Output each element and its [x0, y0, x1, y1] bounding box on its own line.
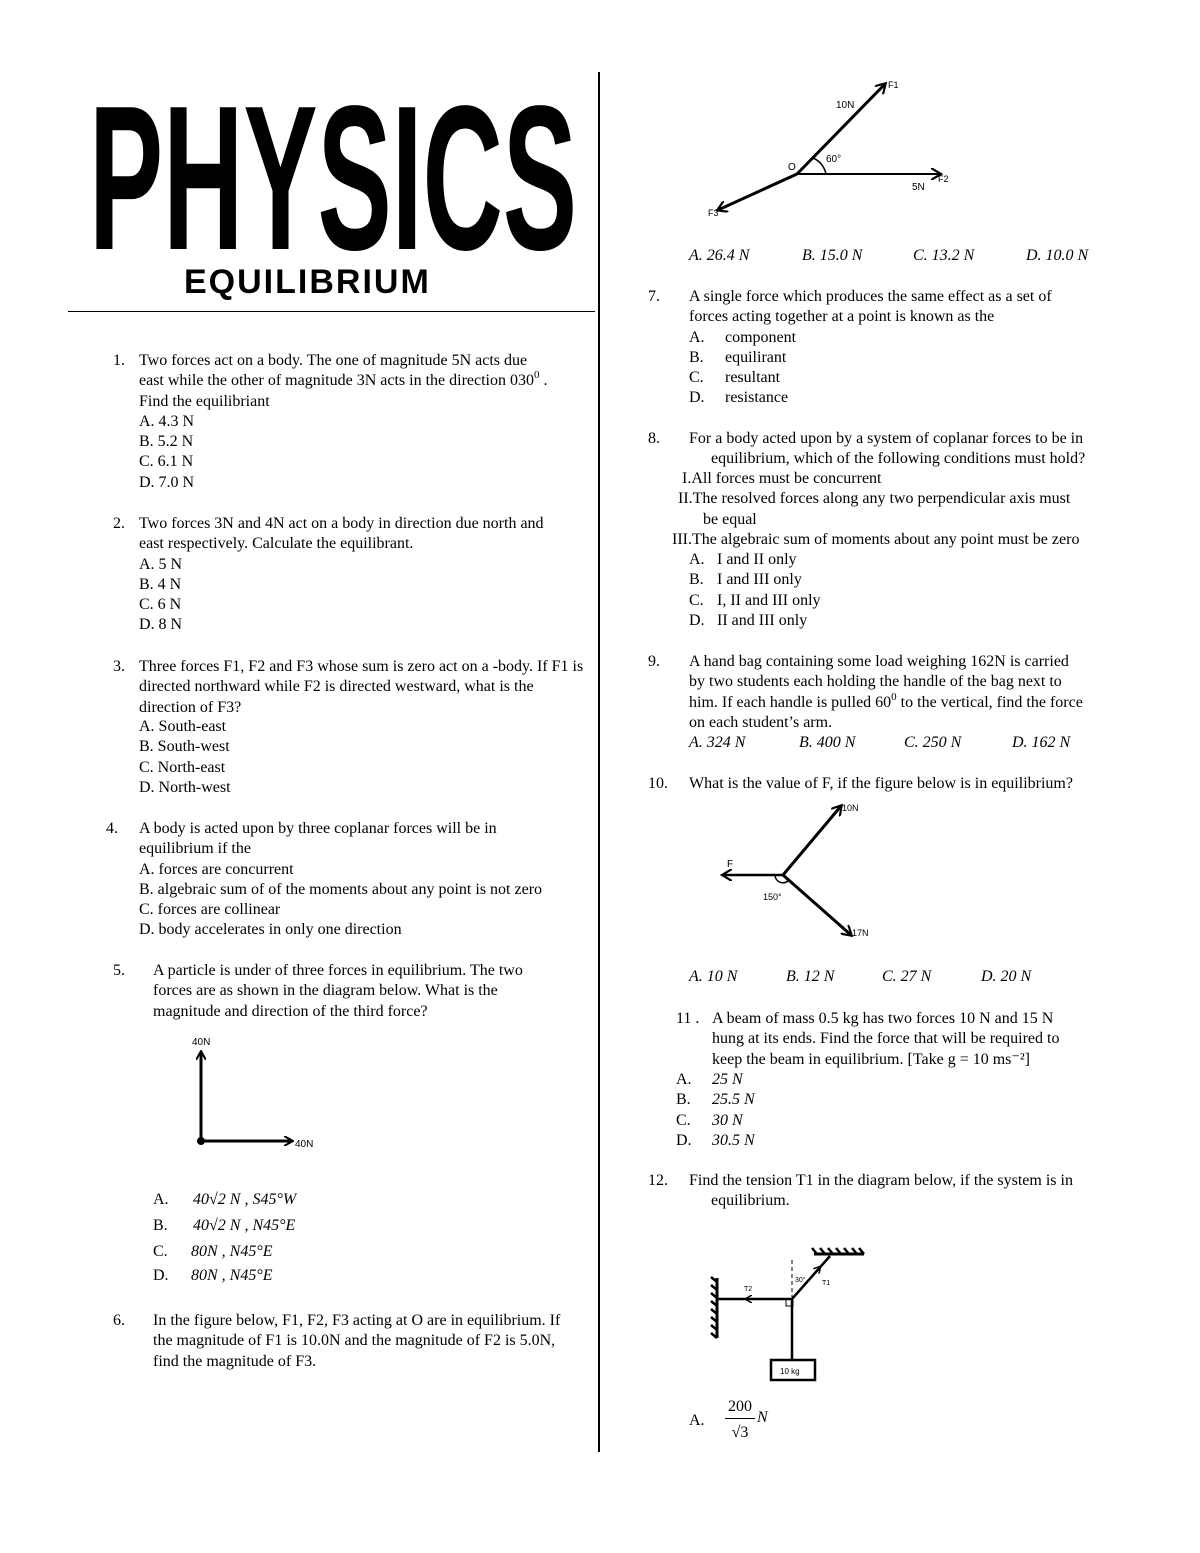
option-a[interactable]: A. I and II only	[689, 551, 797, 568]
option-d[interactable]: D. 20 N	[981, 968, 1032, 985]
q11-options	[676, 1070, 876, 1151]
question-text: A beam of mass 0.5 kg has two forces 10 N and 15 N	[712, 1010, 1054, 1027]
option-c[interactable]: C. 80N , N45°E	[153, 1242, 453, 1266]
question-number: 5.	[113, 962, 125, 979]
force-label: 40N	[192, 1037, 211, 1048]
question-text: Three forces F1, F2 and F3 whose sum is zero act on a -body. If F1 is directed northward while F2 is directed westward, what is the direction of F3?	[139, 658, 584, 716]
question-text: Find the equilibriant	[139, 392, 270, 410]
question-number: 8.	[648, 430, 660, 447]
angle-arc	[813, 158, 826, 174]
option-value: 80N , N45°E	[191, 1267, 273, 1284]
option-c[interactable]: C. 13.2 N	[913, 247, 975, 264]
question-text: forces acting together at a point is known as the	[689, 308, 995, 326]
question-text: A body is acted upon by three coplanar forces will be in	[139, 820, 497, 837]
origin-point	[197, 1137, 205, 1145]
option-b[interactable]: B. 12 N	[786, 968, 835, 985]
option-c[interactable]: C. 6.1 N	[139, 453, 194, 471]
column-divider	[598, 72, 600, 1452]
question-text: A particle is under of three forces in equilibrium. The two	[153, 962, 523, 979]
option-value: 80N , N45°E	[191, 1243, 273, 1260]
option-a[interactable]: A. forces are concurrent	[139, 860, 294, 878]
question-text: east while the other of magnitude 3N acts in the direction 030	[139, 372, 534, 390]
question-text: equilibrium.	[711, 1192, 790, 1210]
option-a[interactable]: A. 10 N	[689, 968, 738, 985]
option-c[interactable]: C. I, II and III only	[689, 591, 821, 609]
option-b[interactable]: B. 400 N	[799, 734, 856, 751]
question-number: 9.	[648, 653, 660, 670]
svg-text:PHYSICS: PHYSICS	[89, 92, 577, 252]
angle-label: 150°	[763, 892, 782, 902]
condition-2: II.The resolved forces along any two perpendicular axis must	[678, 490, 1071, 508]
option-b[interactable]: B. 4 N	[139, 575, 182, 593]
page-title	[88, 92, 578, 252]
question-number: 10.	[648, 775, 668, 792]
option-c[interactable]: C. North-east	[139, 758, 226, 776]
origin-label: O	[788, 162, 796, 173]
option-c[interactable]: C. 6 N	[139, 596, 182, 614]
condition-2-cont: be equal	[703, 510, 757, 528]
question-number: 7.	[648, 288, 660, 305]
tension-label: T2	[744, 1286, 753, 1293]
question-text: hung at its ends. Find the force that will be required to	[712, 1030, 1060, 1048]
option-c[interactable]: C. 27 N	[882, 968, 932, 985]
q5-force-diagram	[180, 1030, 330, 1155]
question-text: equilibrium if the	[139, 840, 251, 858]
question-text: A single force which produces the same effect as a set of	[689, 288, 1052, 305]
magnitude-label: 5N	[912, 182, 925, 193]
question-number: 2.	[113, 515, 125, 532]
angle-label: 30°	[795, 1277, 806, 1284]
force-label: F	[727, 859, 734, 870]
option-d[interactable]: D. 30.5 N	[676, 1131, 755, 1149]
force-arrow-17n	[783, 875, 851, 935]
option-b[interactable]: B. 5.2 N	[139, 433, 194, 451]
force-label: F1	[888, 80, 899, 90]
option-d[interactable]: D. 7.0 N	[139, 473, 195, 491]
question-number: 4.	[106, 820, 118, 837]
question-text: east respectively. Calculate the equilibrant.	[139, 535, 414, 553]
question-text: Two forces act on a body. The one of magnitude 5N acts due	[139, 352, 528, 369]
option-b[interactable]: B. equilirant	[689, 348, 787, 366]
question-text: Two forces 3N and 4N act on a body in direction due north and	[139, 515, 544, 532]
q6-force-diagram	[700, 76, 960, 226]
option-d[interactable]: D. 162 N	[1012, 734, 1071, 751]
option-c[interactable]: C. resultant	[689, 369, 781, 387]
question-text: A hand bag containing some load weighing 162N is carried	[689, 653, 1069, 670]
degree-mark: 0	[534, 369, 540, 382]
q10-force-diagram	[715, 795, 885, 945]
question-number: 6.	[113, 1312, 125, 1329]
question-text: magnitude and direction of the third force?	[153, 1002, 428, 1020]
option-d[interactable]: D. 10.0 N	[1026, 247, 1089, 264]
option-d[interactable]: D. II and III only	[689, 611, 808, 629]
question-text: by two students each holding the handle of the bag next to	[689, 673, 1062, 691]
option-c[interactable]: C. forces are collinear	[139, 901, 281, 919]
mass-label: 10 kg	[780, 1367, 800, 1376]
question-text: on each student’s arm.	[689, 713, 833, 731]
option-a[interactable]: A. South-east	[139, 718, 227, 735]
option-d[interactable]: D. North-west	[139, 778, 231, 796]
question-number: 1.	[113, 352, 125, 369]
option-b[interactable]: B. South-west	[139, 738, 230, 756]
option-a[interactable]: A. 25 N	[676, 1071, 743, 1088]
condition-3: III.The algebraic sum of moments about any point must be zero	[672, 530, 1080, 548]
option-a[interactable]: A. 4.3 N	[139, 412, 195, 430]
option-b[interactable]: B. 15.0 N	[802, 247, 863, 264]
question-text: keep the beam in equilibrium. [Take g = 10 ms⁻²]	[712, 1050, 1030, 1068]
option-d[interactable]: D. resistance	[689, 389, 789, 407]
option-a[interactable]: A. component	[689, 328, 797, 346]
question-text: In the figure below, F1, F2, F3 acting at O are in equilibrium. If the magnitude of F1 is 10.0N and the magnitude of F2 is 5.0N, find the magnitude of F3.	[153, 1312, 561, 1370]
question-text: him. If each handle is pulled 60	[689, 693, 892, 711]
fraction-denominator: √3	[731, 1424, 749, 1441]
option-a[interactable]: A. 26.4 N	[689, 247, 750, 264]
q5-options	[153, 1190, 453, 1290]
option-value: 40√2 N , S45°W	[193, 1191, 297, 1208]
option-a[interactable]: A. 324 N	[689, 734, 746, 751]
option-b[interactable]: B. I and III only	[689, 571, 802, 589]
option-b[interactable]: B. 40√2 N , N45°E	[153, 1216, 453, 1242]
header-divider	[68, 311, 595, 312]
option-d[interactable]: D. body accelerates in only one direction	[139, 921, 402, 939]
option-c[interactable]: C. 250 N	[904, 734, 962, 751]
question-number: 11 .	[676, 1010, 700, 1027]
question-text: For a body acted upon by a system of coplanar forces to be in	[689, 430, 1084, 447]
magnitude-label: 10N	[836, 100, 855, 111]
force-label: 17N	[852, 928, 869, 938]
question-text: Find the tension T1 in the diagram below, if the system is in	[689, 1172, 1073, 1189]
force-label: 10N	[842, 803, 859, 813]
page-subtitle: EQUILIBRIUM	[184, 263, 431, 301]
option-b[interactable]: B. algebraic sum of of the moments about any point is not zero	[139, 880, 543, 898]
force-arrow-10n	[783, 806, 841, 875]
q12-tension-diagram	[700, 1240, 880, 1385]
question-text: forces are as shown in the diagram below. What is the	[153, 982, 498, 1000]
force-label: 40N	[295, 1139, 314, 1150]
option-b[interactable]: B. 25.5 N	[676, 1091, 755, 1109]
condition-1: I.All forces must be concurrent	[682, 470, 882, 487]
angle-label: 60°	[826, 154, 842, 165]
fraction-numerator: 200	[728, 1398, 752, 1415]
force-arrow-f3	[718, 174, 797, 210]
force-label: F3	[708, 208, 719, 218]
option-value: 40√2 N , N45°E	[193, 1217, 296, 1234]
option-d[interactable]: D. 8 N	[139, 616, 183, 634]
tension-label: T1	[822, 1280, 831, 1287]
t1-arrow	[810, 1267, 820, 1278]
q12-option-a[interactable]: A. 200 √3 N	[689, 1395, 809, 1455]
option-a[interactable]: A. 5 N	[139, 555, 183, 573]
option-c[interactable]: C. 30 N	[676, 1111, 743, 1129]
option-a[interactable]: A. 40√2 N , S45°W	[153, 1190, 453, 1216]
option-d[interactable]: D. 80N , N45°E	[153, 1266, 453, 1290]
unit: N	[757, 1409, 768, 1426]
question-text: equilibrium, which of the following conditions must hold?	[711, 450, 1086, 468]
question-text: What is the value of F, if the figure below is in equilibrium?	[689, 775, 1073, 792]
question-number: 12.	[648, 1172, 668, 1189]
question-number: 3.	[113, 658, 125, 675]
force-label: F2	[938, 174, 949, 184]
